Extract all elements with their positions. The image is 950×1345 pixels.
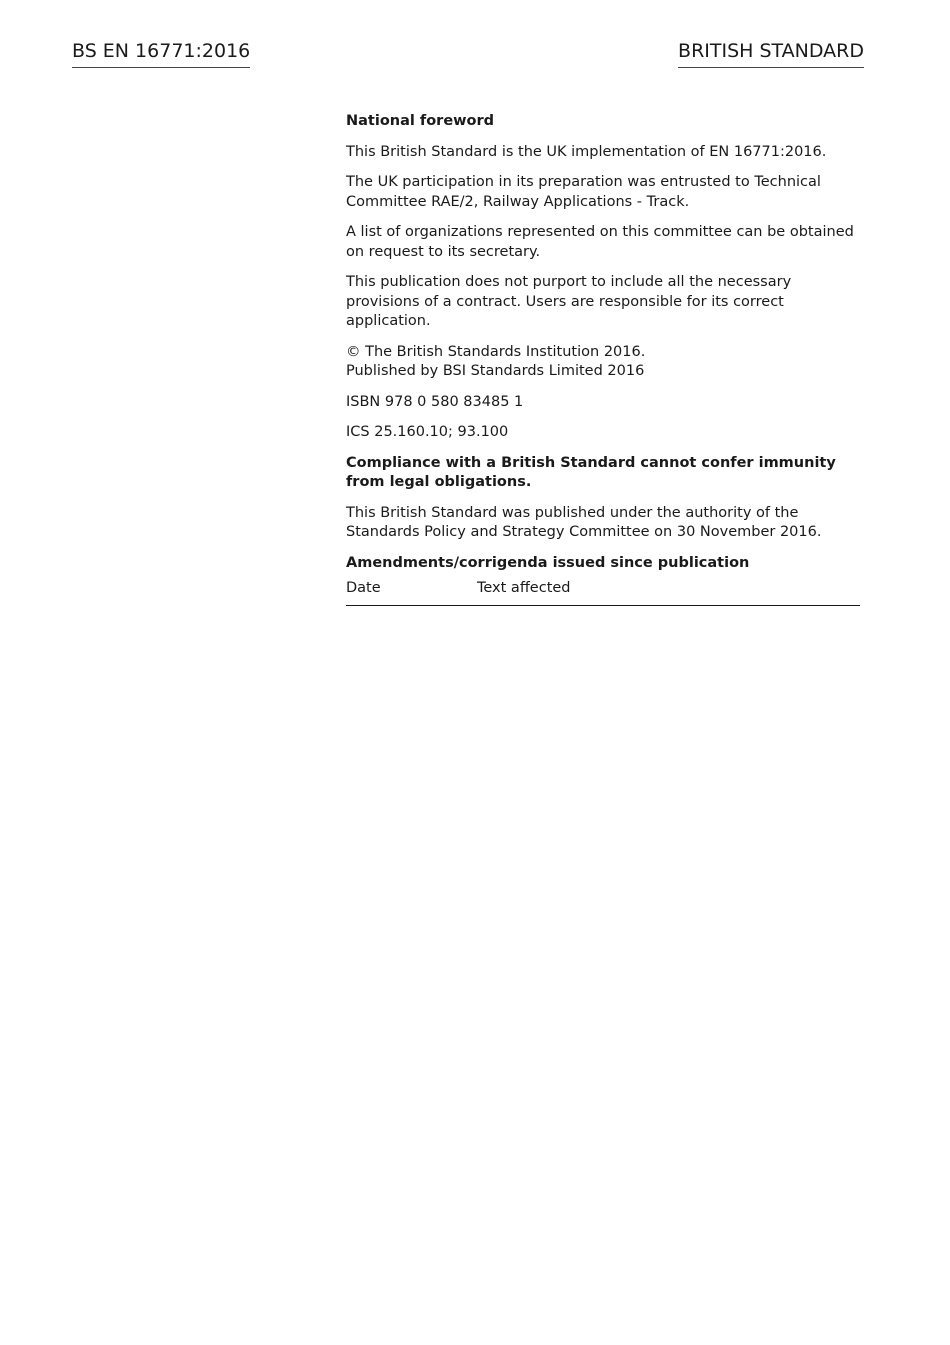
authority-paragraph: This British Standard was published under the authority of the Standards Policy and Strategy Committee on 30 November 2016.	[346, 504, 822, 540]
document-number-header: BS EN 16771:2016	[72, 38, 250, 68]
copyright-line: © The British Standards Institution 2016.	[346, 343, 646, 360]
date-column-header: Date	[346, 579, 477, 605]
amendments-header-row	[346, 579, 860, 605]
compliance-statement: Compliance with a British Standard cannot confer immunity from legal obligations.	[346, 454, 836, 490]
contract-note-paragraph: This publication does not purport to include all the necessary provisions of a contract. Users are responsible for its correct application.	[346, 274, 792, 329]
implementation-paragraph: This British Standard is the UK implementation of EN 16771:2016.	[346, 143, 827, 160]
national-foreword-section	[346, 112, 860, 606]
organizations-paragraph: A list of organizations represented on this committee can be obtained on request to its secretary.	[346, 224, 854, 260]
publisher-line: Published by BSI Standards Limited 2016	[346, 363, 645, 379]
amendments-table	[346, 579, 860, 606]
foreword-title: National foreword	[346, 113, 495, 129]
isbn-line: ISBN 978 0 580 83485 1	[346, 393, 524, 410]
copyright-paragraph	[346, 343, 860, 382]
ics-line: ICS 25.160.10; 93.100	[346, 424, 509, 440]
standard-type-header: BRITISH STANDARD	[678, 38, 864, 68]
participation-paragraph: The UK participation in its preparation was entrusted to Technical Committee RAE/2, Railway Applications - Track.	[346, 174, 821, 210]
text-affected-column-header: Text affected	[477, 579, 860, 605]
amendments-heading: Amendments/corrigenda issued since publication	[346, 554, 750, 571]
